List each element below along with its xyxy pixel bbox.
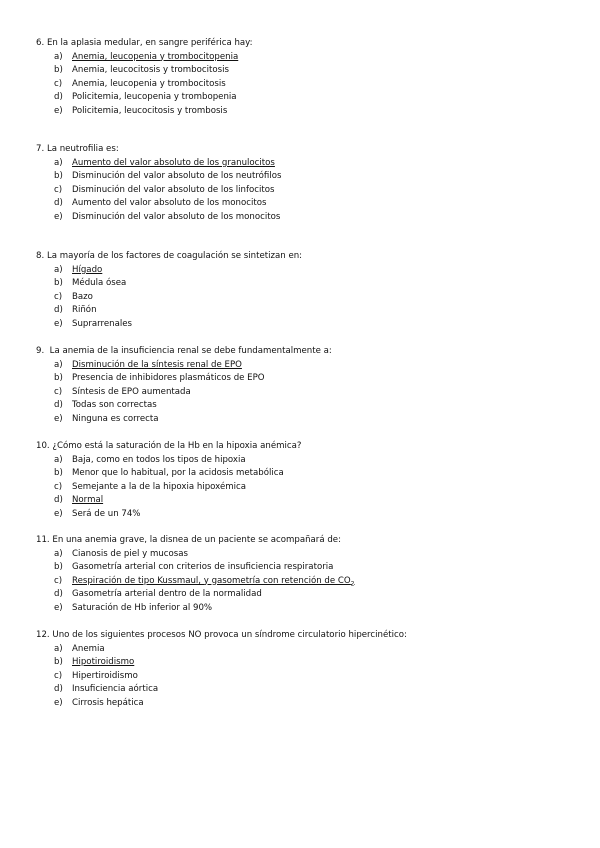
option-letter: b) — [54, 278, 63, 288]
option-a — [36, 157, 576, 171]
question-number: 10. — [36, 441, 50, 451]
option-text: Cianosis de piel y mucosas — [72, 548, 188, 559]
option-text: Ninguna es correcta — [72, 413, 159, 424]
question-8 — [36, 250, 576, 331]
option-text: Hipotiroidismo — [72, 657, 135, 667]
option-b — [36, 467, 576, 481]
option-d — [36, 91, 576, 105]
option-letter: c) — [54, 670, 63, 681]
option-letter: a) — [54, 643, 63, 654]
question-stem — [36, 37, 576, 51]
option-a — [36, 643, 576, 657]
option-letter: e) — [54, 318, 63, 329]
option-text: Médula ósea — [72, 278, 127, 288]
question-number: 12. — [36, 630, 50, 640]
option-text: Saturación de Hb inferior al 90% — [72, 602, 213, 613]
option-d — [36, 588, 576, 602]
option-text: Será de un 74% — [72, 508, 141, 519]
option-letter: a) — [54, 157, 63, 168]
option-letter: d) — [54, 589, 63, 599]
option-d — [36, 399, 576, 413]
option-text: Menor que lo habitual, por la acidosis metabólica — [72, 468, 284, 478]
option-text: Anemia, leucocitosis y trombocitosis — [72, 65, 229, 75]
option-c — [36, 184, 576, 198]
option-letter: b) — [54, 468, 63, 478]
option-letter: c) — [54, 291, 63, 302]
option-text: Riñón — [72, 305, 97, 315]
option-letter: b) — [54, 65, 63, 75]
option-a — [36, 51, 576, 65]
option-e — [36, 413, 576, 427]
option-e — [36, 602, 576, 616]
question-text: En la aplasia medular, en sangre periférica hay: — [46, 38, 253, 48]
option-letter: a) — [54, 359, 63, 370]
question-11 — [36, 534, 576, 615]
question-text: La anemia de la insuficiencia renal se debe fundamentalmente a: — [49, 346, 332, 356]
option-text: Presencia de inhibidores plasmáticos de EPO — [72, 373, 265, 383]
option-letter: c) — [54, 386, 63, 397]
option-letter: b) — [54, 171, 63, 181]
option-b — [36, 656, 576, 670]
question-stem — [36, 440, 576, 454]
option-text: Aumento del valor absoluto de los monocitos — [72, 198, 267, 208]
option-text: Gasometría arterial dentro de la normalidad — [72, 589, 262, 599]
option-letter: d) — [54, 198, 63, 208]
question-10 — [36, 440, 576, 521]
option-b — [36, 277, 576, 291]
question-6 — [36, 37, 576, 118]
option-letter: a) — [54, 264, 63, 275]
option-a — [36, 454, 576, 468]
option-c — [36, 291, 576, 305]
option-a — [36, 548, 576, 562]
option-letter: a) — [54, 454, 63, 465]
option-text: Anemia, leucopenia y trombocitosis — [72, 78, 226, 89]
option-d — [36, 494, 576, 508]
option-letter: e) — [54, 413, 63, 424]
option-text-main: Respiración de tipo Kussmaul, y gasometría con retención de CO — [72, 575, 351, 586]
option-text: Hipertiroidismo — [72, 670, 138, 681]
option-letter: c) — [54, 184, 63, 195]
question-text: Uno de los siguientes procesos NO provoca un síndrome circulatorio hipercinético: — [52, 630, 407, 640]
option-text: Normal — [72, 495, 104, 505]
option-a — [36, 359, 576, 373]
option-c — [36, 78, 576, 92]
question-12 — [36, 629, 576, 710]
option-e — [36, 697, 576, 711]
option-text: Anemia, leucopenia y trombocitopenia — [72, 51, 239, 62]
option-b — [36, 372, 576, 386]
option-text: Aumento del valor absoluto de los granulocitos — [72, 157, 275, 168]
option-letter: d) — [54, 400, 63, 410]
option-text — [72, 575, 355, 589]
option-c — [36, 481, 576, 495]
question-text: En una anemia grave, la disnea de un paciente se acompañará de: — [52, 535, 341, 545]
question-number: 6. — [36, 38, 45, 48]
option-c — [36, 670, 576, 684]
option-e — [36, 211, 576, 225]
question-7 — [36, 143, 576, 224]
question-text: ¿Cómo está la saturación de la Hb en la hipoxia anémica? — [52, 441, 302, 451]
option-c — [36, 575, 576, 589]
option-letter: e) — [54, 211, 63, 222]
option-text: Insuficiencia aórtica — [72, 684, 159, 694]
option-e — [36, 508, 576, 522]
question-stem — [36, 345, 576, 359]
option-letter: b) — [54, 373, 63, 383]
option-letter: b) — [54, 657, 63, 667]
option-letter: d) — [54, 684, 63, 694]
question-stem — [36, 250, 576, 264]
option-letter: d) — [54, 305, 63, 315]
option-text: Disminución del valor absoluto de los linfocitos — [72, 184, 275, 195]
question-number: 7. — [36, 144, 45, 154]
option-text: Cirrosis hepática — [72, 697, 144, 708]
option-text: Policitemia, leucocitosis y trombosis — [72, 105, 228, 116]
option-b — [36, 561, 576, 575]
option-text: Policitemia, leucopenia y trombopenia — [72, 92, 237, 102]
option-text: Hígado — [72, 264, 103, 275]
option-letter: e) — [54, 697, 63, 708]
option-text: Síntesis de EPO aumentada — [72, 386, 191, 397]
option-a — [36, 264, 576, 278]
option-text: Disminución de la síntesis renal de EPO — [72, 359, 242, 370]
question-9 — [36, 345, 576, 426]
option-text: Anemia — [72, 643, 105, 654]
option-b — [36, 64, 576, 78]
question-stem — [36, 143, 576, 157]
option-text: Semejante a la de la hipoxia hipoxémica — [72, 481, 247, 492]
option-text: Todas son correctas — [72, 400, 157, 410]
option-letter: a) — [54, 51, 63, 62]
option-letter: e) — [54, 508, 63, 519]
question-number: 8. — [36, 251, 45, 261]
option-letter: b) — [54, 562, 63, 572]
option-e — [36, 105, 576, 119]
option-text: Disminución del valor absoluto de los neutrófilos — [72, 171, 282, 181]
option-e — [36, 318, 576, 332]
option-text: Bazo — [72, 291, 93, 302]
option-letter: c) — [54, 575, 63, 586]
option-d — [36, 197, 576, 211]
option-letter: d) — [54, 495, 63, 505]
option-letter: e) — [54, 105, 63, 116]
option-letter: c) — [54, 481, 63, 492]
option-text: Gasometría arterial con criterios de insuficiencia respiratoria — [72, 562, 334, 572]
option-letter: d) — [54, 92, 63, 102]
subscript: 2 — [350, 580, 355, 588]
question-text: La neutrofilia es: — [46, 144, 119, 154]
option-text: Disminución del valor absoluto de los monocitos — [72, 211, 281, 222]
option-letter: c) — [54, 78, 63, 89]
question-text: La mayoría de los factores de coagulación se sintetizan en: — [46, 251, 303, 261]
option-text: Suprarrenales — [72, 318, 133, 329]
option-c — [36, 386, 576, 400]
question-stem — [36, 629, 576, 643]
question-number: 11. — [36, 535, 50, 545]
option-d — [36, 304, 576, 318]
option-text: Baja, como en todos los tipos de hipoxia — [72, 454, 246, 465]
option-b — [36, 170, 576, 184]
option-letter: e) — [54, 602, 63, 613]
question-number: 9. — [36, 346, 45, 356]
question-stem — [36, 534, 576, 548]
option-d — [36, 683, 576, 697]
option-letter: a) — [54, 548, 63, 559]
